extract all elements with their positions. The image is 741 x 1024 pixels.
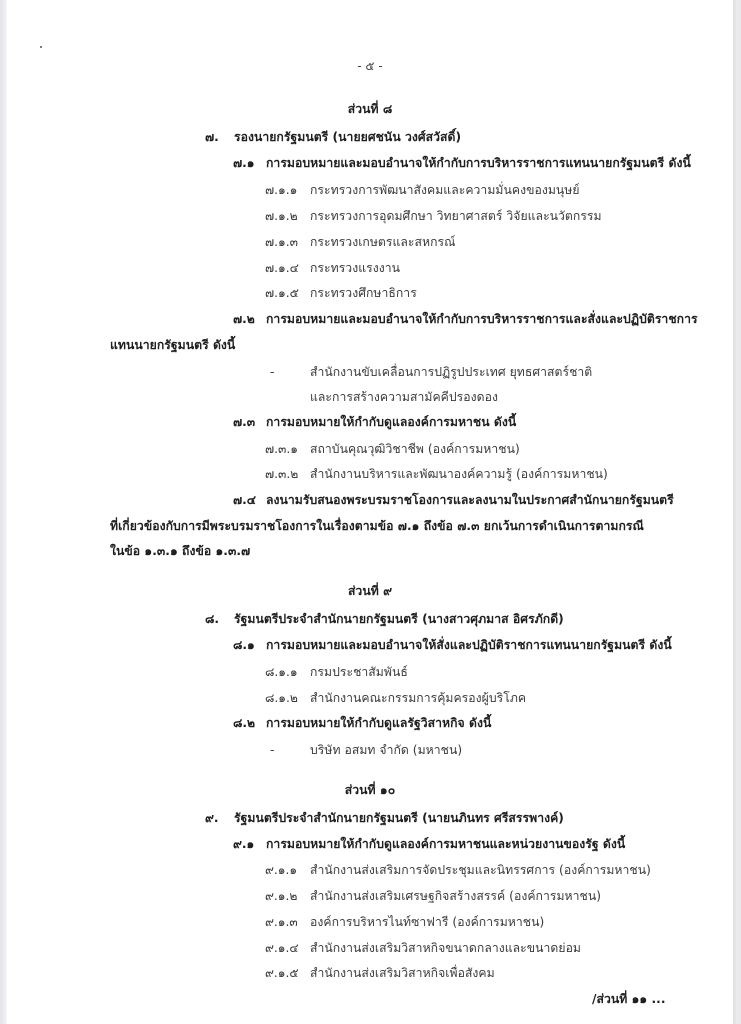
clause-number-7-1-3: ๗.๑.๓: [265, 235, 298, 249]
sub-title-7-3: การมอบหมายให้กำกับดูแลองค์การมหาชน ดังนี้: [266, 415, 517, 429]
clause-text-9-1-5: สำนักงานส่งเสริมวิสาหกิจเพื่อสังคม: [310, 966, 495, 980]
sub-title-7-2: การมอบหมายและมอบอำนาจให้กำกับการบริหารราชการและสั่งและปฏิบัติราชการ: [266, 312, 698, 326]
item-number-8: ๘.: [205, 612, 220, 626]
clause-number-9-1-2: ๙.๑.๒: [265, 889, 298, 903]
item-title-8: รัฐมนตรีประจำสำนักนายกรัฐมนตรี (นางสาวศุภมาส อิศรภักดี): [234, 612, 564, 626]
clause-number-7-1-2: ๗.๑.๒: [265, 209, 298, 223]
sub-number-8-2: ๘.๒: [233, 716, 256, 730]
clause-text-7-1-1: กระทรวงการพัฒนาสังคมและความมั่นคงของมนุษย์: [310, 183, 580, 197]
clause-number-7-3-2: ๗.๓.๒: [265, 467, 299, 481]
clause-number-9-1-1: ๙.๑.๑: [265, 863, 298, 877]
sub-number-7-2: ๗.๒: [233, 312, 255, 326]
clause-text-7-3-2: สำนักงานบริหารและพัฒนาองค์ความรู้ (องค์การมหาชน): [310, 467, 608, 481]
section-heading-8: ส่วนที่ ๘: [347, 102, 393, 116]
sub-title-7-4-continuation2: ในข้อ ๑.๓.๑ ถึงข้อ ๑.๓.๗: [110, 544, 251, 558]
sub-title-8-2: การมอบหมายให้กำกับดูแลรัฐวิสาหกิจ ดังนี้: [266, 716, 492, 730]
clause-text-9-1-1: สำนักงานส่งเสริมการจัดประชุมและนิทรรศการ (องค์การมหาชน): [310, 863, 651, 877]
clause-number-7-1-5: ๗.๑.๕: [265, 286, 299, 300]
sub-title-8-1: การมอบหมายและมอบอำนาจให้สั่งและปฏิบัติราชการแทนนายกรัฐมนตรี ดังนี้: [266, 638, 672, 652]
clause-text-9-1-4: สำนักงานส่งเสริมวิสาหกิจขนาดกลางและขนาดย่อม: [310, 941, 582, 955]
item-number-7: ๗.: [205, 130, 219, 144]
footer-continuation: /ส่วนที่ ๑๑ ...: [592, 992, 666, 1006]
clause-number-9-1-4: ๙.๑.๔: [265, 941, 299, 955]
bullet-dash-7-2: -: [270, 365, 275, 379]
sub-title-7-4: ลงนามรับสนองพระบรมราชโองการและลงนามในประกาศสำนักนายกรัฐมนตรี: [266, 493, 674, 507]
clause-number-7-1-4: ๗.๑.๔: [265, 261, 299, 275]
sub-number-7-1: ๗.๑: [233, 156, 255, 170]
clause-text-7-1-4: กระทรวงแรงงาน: [310, 261, 400, 275]
clause-text-8-1-2: สำนักงานคณะกรรมการคุ้มครองผู้บริโภค: [310, 691, 527, 705]
clause-text-7-3-1: สถาบันคุณวุฒิวิชาชีพ (องค์การมหาชน): [310, 442, 520, 456]
sub-title-7-4-continuation: ที่เกี่ยวข้องกับการมีพระบรมราชโองการในเรื่องตามข้อ ๗.๑ ถึงข้อ ๗.๓ ยกเว้นการดำเนินการตามกรณี: [110, 519, 644, 533]
document-page: [7, 0, 733, 1024]
item-number-9: ๙.: [205, 811, 219, 825]
section-heading-9: ส่วนที่ ๙: [347, 584, 393, 598]
scan-speck: [40, 46, 42, 48]
scan-right-edge: [733, 0, 741, 1024]
section-heading-10: ส่วนที่ ๑๐: [344, 783, 396, 797]
page-number: - ๕ -: [357, 59, 383, 73]
bullet-text-7-2-line2: และการสร้างความสามัคคีปรองดอง: [310, 390, 498, 404]
bullet-text-7-2-line1: สำนักงานขับเคลื่อนการปฏิรูปประเทศ ยุทธศาสตร์ชาติ: [310, 365, 593, 379]
clause-number-9-1-3: ๙.๑.๓: [265, 915, 298, 929]
item-title-7: รองนายกรัฐมนตรี (นายยศชนัน วงศ์สวัสดิ์): [234, 130, 462, 144]
sub-number-8-1: ๘.๑: [233, 638, 255, 652]
clause-text-9-1-3: องค์การบริหารไนท์ซาฟารี (องค์การมหาชน): [310, 915, 545, 929]
clause-text-7-1-5: กระทรวงศึกษาธิการ: [310, 286, 417, 300]
clause-number-8-1-1: ๘.๑.๑: [265, 665, 298, 679]
clause-text-9-1-2: สำนักงานส่งเสริมเศรษฐกิจสร้างสรรค์ (องค์การมหาชน): [310, 889, 602, 903]
bullet-dash-8-2: -: [270, 743, 275, 757]
sub-title-7-1: การมอบหมายและมอบอำนาจให้กำกับการบริหารราชการแทนนายกรัฐมนตรี ดังนี้: [266, 156, 691, 170]
clause-number-7-3-1: ๗.๓.๑: [265, 442, 298, 456]
sub-title-9-1: การมอบหมายให้กำกับดูแลองค์การมหาชนและหน่วยงานของรัฐ ดังนี้: [266, 837, 626, 851]
clause-text-8-1-1: กรมประชาสัมพันธ์: [310, 665, 408, 679]
sub-title-7-2-continuation: แทนนายกรัฐมนตรี ดังนี้: [110, 338, 236, 352]
clause-number-7-1-1: ๗.๑.๑: [265, 183, 298, 197]
sub-number-9-1: ๙.๑: [233, 837, 255, 851]
item-title-9: รัฐมนตรีประจำสำนักนายกรัฐมนตรี (นายนภินทร ศรีสรรพางค์): [234, 811, 564, 825]
clause-text-7-1-2: กระทรวงการอุดมศึกษา วิทยาศาสตร์ วิจัยและนวัตกรรม: [310, 209, 602, 223]
sub-number-7-3: ๗.๓: [233, 415, 256, 429]
clause-number-8-1-2: ๘.๑.๒: [265, 691, 298, 705]
clause-number-9-1-5: ๙.๑.๕: [265, 966, 299, 980]
bullet-text-8-2: บริษัท อสมท จำกัด (มหาชน): [310, 743, 463, 757]
clause-text-7-1-3: กระทรวงเกษตรและสหกรณ์: [310, 235, 456, 249]
scan-left-edge: [0, 0, 7, 1024]
sub-number-7-4: ๗.๔: [233, 493, 257, 507]
